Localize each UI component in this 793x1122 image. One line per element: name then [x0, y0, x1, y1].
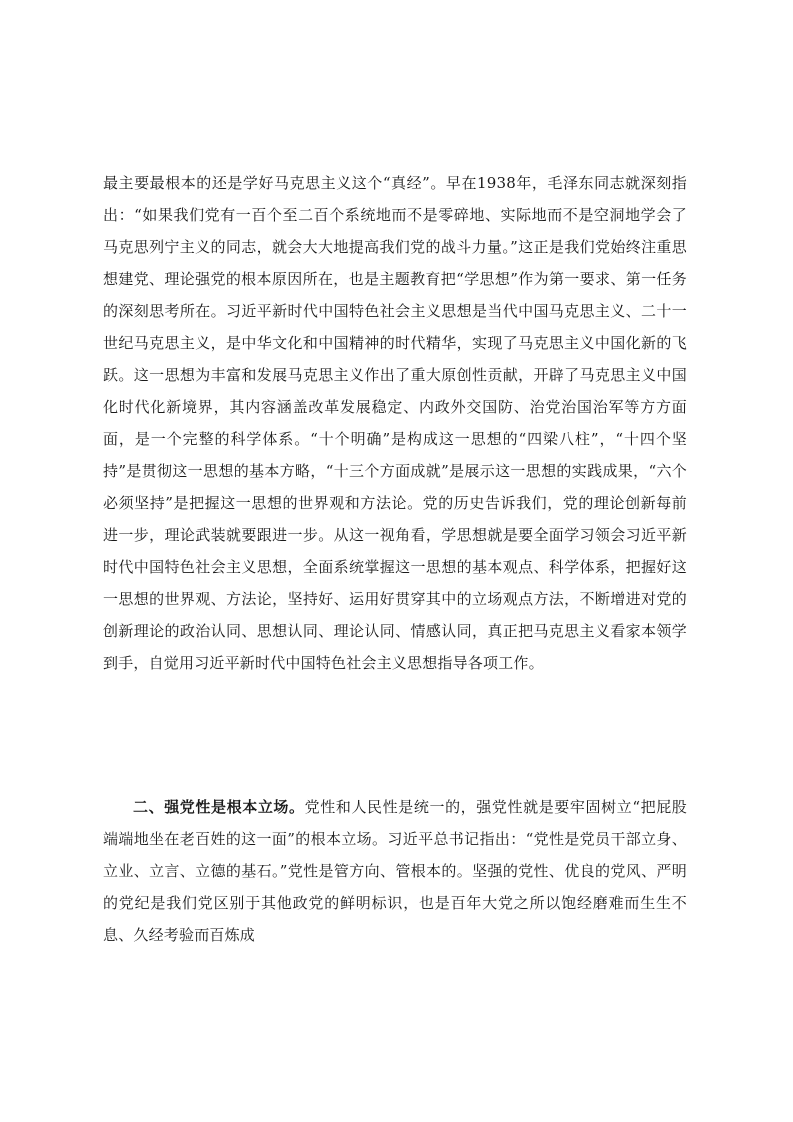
paragraph-1: 最主要最根本的还是学好马克思主义这个“真经”。早在1938年，毛泽东同志就深刻指出：“如果我们党有一百个至二百个系统地而不是零碎地、实际地而不是空洞地学会了马克思列宁主义的同志，就会大大地提高我们党的战斗力量。”这正是我们党始终注重思想建党、理论强党的根本原因所在，也是主题教育把“学思想”作为第一要求、第一任务的深刻思考所在。习近平新时代中国特色社会主义思想是当代中国马克思主义、二十一世纪马克思主义，是中华文化和中国精神的时代精华，实现了马克思主义中国化新的飞跃。这一思想为丰富和发展马克思主义作出了重大原创性贡献，开辟了马克思主义中国化时代化新境界，其内容涵盖改革发展稳定、内政外交国防、治党治国治军等方方面面，是一个完整的科学体系。“十个明确”是构成这一思想的“四梁八柱”，“十四个坚持”是贯彻这一思想的基本方略，“十三个方面成就”是展示这一思想的实践成果，“六个必须坚持”是把握这一思想的世界观和方法论。党的历史告诉我们，党的理论创新每前进一步，理论武装就要跟进一步。从这一视角看，学思想就是要全面学习领会习近平新时代中国特色社会主义思想，全面系统掌握这一思想的基本观点、科学体系，把握好这一思想的世界观、方法论，坚持好、运用好贯穿其中的立场观点方法，不断增进对党的创新理论的政治认同、思想认同、理论认同、情感认同，真正把马克思主义看家本领学到手，自觉用习近平新时代中国特色社会主义思想指导各项工作。 [103, 174, 687, 672]
section-heading: 二、强党性是根本立场。 [133, 798, 305, 816]
paragraph-2-text: 党性和人民性是统一的，强党性就是要牢固树立“把屁股端端地坐在老百姓的这一面”的根本立场。习近平总书记指出：“党性是党员干部立身、立业、立言、立德的基石。”党性是管方向、管根本的。坚强的党性、优良的党风、严明的党纪是我们党区别于其他政党的鲜明标识，也是百年大党之所以饱经磨难而生生不息、久经考验而百炼成 [103, 798, 687, 944]
paragraph-2 [103, 791, 687, 951]
